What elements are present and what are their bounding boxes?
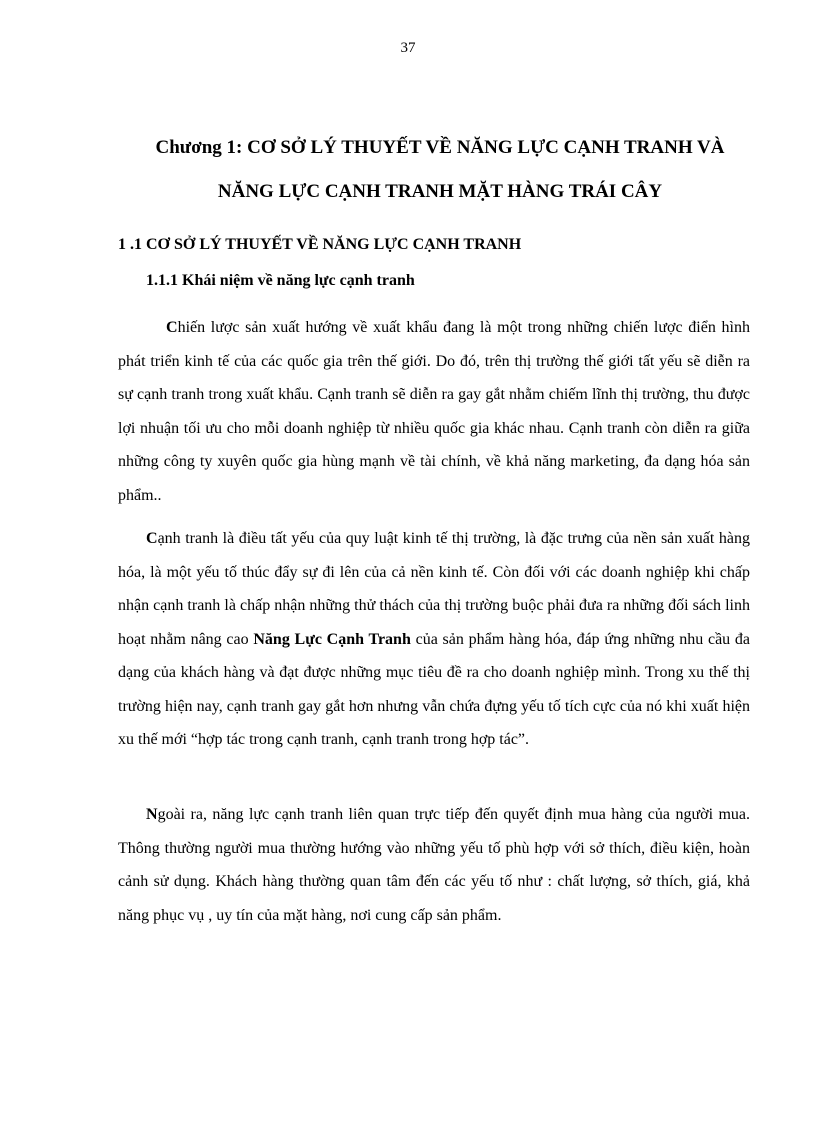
paragraph-2-bold-term: Năng Lực Cạnh Tranh bbox=[253, 630, 411, 648]
paragraph-1 bbox=[118, 311, 750, 512]
paragraph-3-text: goài ra, năng lực cạnh tranh liên quan trực tiếp đến quyết định mua hàng của người mua. Thông thường người mua thường hướng vào những yếu tố phù hợp với sở thích, điều kiện, hoàn cảnh sử dụng. Khách hàng thường quan tâm đến các yếu tố như : chất lượng, sở thích, giá, khả năng phục vụ , uy tín của mặt hàng, nơi cung cấp sản phẩm. bbox=[118, 806, 750, 924]
paragraph-1-text: hiến lược sản xuất hướng về xuất khẩu đang là một trong những chiến lược điển hình phát triển kinh tế của các quốc gia trên thế giới. Do đó, trên thị trường thế giới tất yếu sẽ diễn ra sự cạnh tranh trong xuất khẩu. Cạnh tranh sẽ diễn ra gay gắt nhằm chiếm lĩnh thị trường, thu được lợi nhuận tối ưu cho mỗi doanh nghiệp từ nhiều quốc gia khác nhau. Cạnh tranh còn diễn ra giữa những công ty xuyên quốc gia hùng mạnh về tài chính, về khả năng marketing, đa dạng hóa sản phẩm.. bbox=[118, 319, 750, 504]
paragraph-2-first-letter: C bbox=[146, 530, 158, 547]
paragraph-1-first-letter: C bbox=[166, 319, 178, 336]
page-number: 37 bbox=[400, 40, 416, 56]
section-heading: 1 .1 CƠ SỞ LÝ THUYẾT VỀ NĂNG LỰC CẠNH TRANH bbox=[118, 236, 522, 253]
chapter-title-line1: Chương 1: CƠ SỞ LÝ THUYẾT VỀ NĂNG LỰC CẠNH TRANH VÀ bbox=[155, 137, 725, 158]
paragraph-3 bbox=[118, 798, 750, 932]
chapter-title bbox=[80, 126, 800, 214]
paragraph-2-text-before: ạnh tranh là điều tất yếu của quy luật kinh tế thị trường, là đặc trưng của nền sản xuất hàng hóa, là một yếu tố thúc đẩy sự đi lên của cả nền kinh tế. Còn đối với các doanh nghiệp khi chấp nhận cạnh tranh là chấp nhận những thử thách của thị trường buộc phải đưa ra những đối sách linh hoạt nhằm nâng cao bbox=[118, 530, 750, 648]
paragraph-2-text-after: của sản phẩm hàng hóa, đáp ứng những nhu cầu đa dạng của khách hàng và đạt được những mục tiêu đề ra cho doanh nghiệp mình. Trong xu thế thị trường hiện nay, cạnh tranh gay gắt hơn nhưng vẫn chứa đựng yếu tố tích cực của nó khi xuất hiện xu thế mới “hợp tác trong cạnh tranh, cạnh tranh trong hợp tác”. bbox=[118, 630, 751, 748]
paragraph-3-first-letter: N bbox=[146, 806, 158, 823]
paragraph-2 bbox=[118, 522, 750, 757]
subsection-heading: 1.1.1 Khái niệm về năng lực cạnh tranh bbox=[146, 272, 415, 289]
chapter-title-line2: NĂNG LỰC CẠNH TRANH MẶT HÀNG TRÁI CÂY bbox=[217, 181, 663, 202]
